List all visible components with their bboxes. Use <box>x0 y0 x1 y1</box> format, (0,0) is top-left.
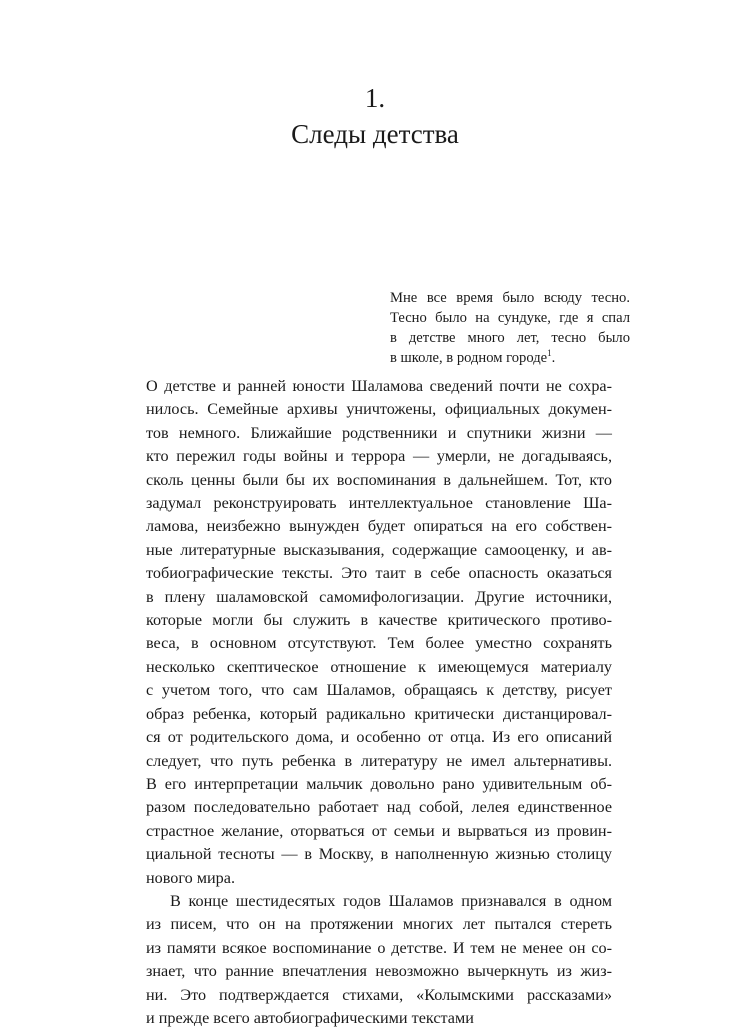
epigraph-line-text: в школе, в родном городе <box>390 350 548 366</box>
paragraph-line: В его интерпретации мальчик довольно рано удивительным об- <box>146 774 612 793</box>
paragraph-line: из памяти всякое воспоминание о детстве. И тем не менее он со- <box>146 938 612 957</box>
paragraph-2 <box>146 890 612 1030</box>
paragraph-line: В конце шестидесятых годов Шаламов признавался в одном <box>170 891 612 910</box>
epigraph-line: в школе, в родном городе$^1$. <box>390 348 556 366</box>
paragraph-line: О детстве и ранней юности Шаламова сведений почти не сохра- <box>146 377 612 395</box>
epigraph-line: в детстве много лет, тесно было <box>390 330 630 346</box>
paragraph-line: нового мира. <box>146 868 235 887</box>
epigraph <box>390 288 630 368</box>
paragraph-line: тов немного. Ближайшие родственники и спутники жизни — <box>146 423 612 442</box>
epigraph-line: Тесно было на сундуке, где я спал <box>390 310 630 326</box>
paragraph-line: задумал реконструировать интеллектуальное становление Ша- <box>146 494 612 513</box>
paragraph-line: веса, в основном отсутствуют. Тем более уместно сохранять <box>146 634 612 653</box>
paragraph-line: нилось. Семейные архивы уничтожены, официальных докумен- <box>146 400 612 419</box>
paragraph-line: ные литературные высказывания, содержащие самооценку, и ав- <box>146 540 612 559</box>
paragraph-line: ся от родительского дома, и особенно от отца. Из его описаний <box>146 728 612 747</box>
paragraph-line: кто пережил годы войны и террора — умерли, не догадываясь, <box>146 447 612 466</box>
body-text <box>146 375 612 1030</box>
paragraph-line: несколько скептическое отношение к имеющемуся материалу <box>146 657 612 676</box>
paragraph-line: образ ребенка, который радикально критически дистанцировал- <box>146 704 612 723</box>
paragraph-line: ни. Это подтверждается стихами, «Колымскими рассказами» <box>146 985 612 1004</box>
paragraph-line: тобиографические тексты. Это таит в себе опасность оказаться <box>146 564 612 583</box>
paragraph-line: циальной тесноты — в Москву, в наполненную жизнью столицу <box>146 845 612 864</box>
chapter-number: 1. <box>364 83 386 113</box>
paragraph-line: которые могли бы служить в качестве критического противо- <box>146 611 612 630</box>
paragraph-1 <box>146 375 612 890</box>
paragraph-line: следует, что путь ребенка в литературу не имел альтернативы. <box>146 751 612 770</box>
epigraph-line: Мне все время было всюду тесно. <box>390 290 630 306</box>
paragraph-line: ламова, неизбежно вынужден будет опираться на его собствен- <box>146 517 612 536</box>
paragraph-line: в плену шаламовской самомифологизации. Другие источники, <box>146 587 612 606</box>
paragraph-line: знает, что ранние впечатления невозможно вычеркнуть из жиз- <box>146 962 612 981</box>
paragraph-line: и прежде всего автобиографическими текстами <box>146 1008 474 1027</box>
paragraph-line: сколь ценны были бы их воспоминания в дальнейшем. Тот, кто <box>146 470 612 489</box>
footnote-marker[interactable]: 1 <box>547 348 552 358</box>
chapter-title: Следы детства <box>291 119 459 149</box>
paragraph-line: разом последовательно работает над собой, лелея единственное <box>146 798 612 817</box>
paragraph-line: страстное желание, оторваться от семьи и вырваться из провин- <box>146 821 612 840</box>
paragraph-line: с учетом того, что сам Шаламов, обращаясь к детству, рисует <box>146 681 612 700</box>
paragraph-line: из писем, что он на протяжении многих лет пытался стереть <box>146 915 612 934</box>
